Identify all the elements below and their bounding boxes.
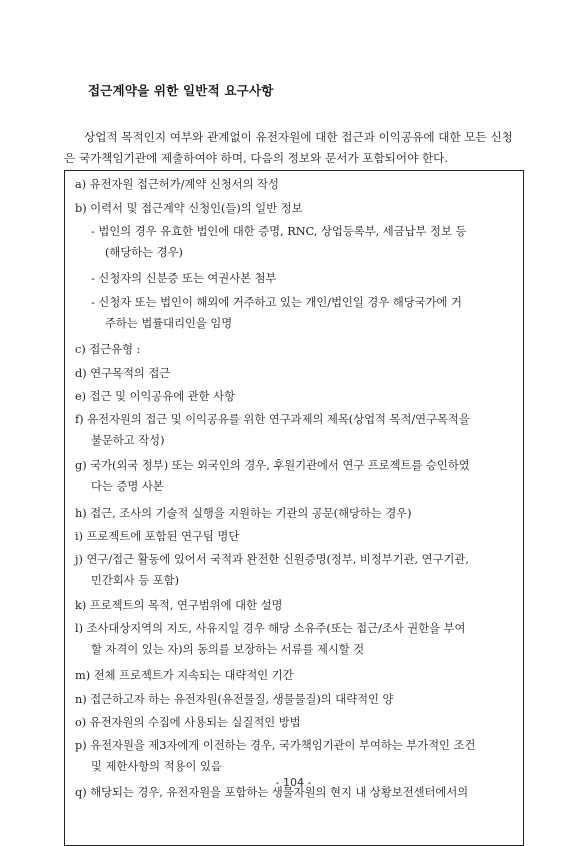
list-item-c: c) 접근유형 : bbox=[75, 343, 141, 356]
list-item-text: p) 유전자원을 제3자에게 이전하는 경우, 국가책임기관이 부여하는 부가적인 조건 bbox=[75, 739, 476, 752]
list-subitem-text: (해당하는 경우) bbox=[105, 246, 183, 259]
list-item-d: d) 연구목적의 접근 bbox=[75, 367, 171, 380]
list-item-p bbox=[75, 735, 517, 777]
list-item-text: 민간회사 등 포함) bbox=[91, 574, 179, 587]
list-item-e: e) 접근 및 이익공유에 관한 사항 bbox=[75, 390, 236, 403]
intro-line: 상업적 목적인지 여부와 관계없이 유전자원에 대한 접근과 이익공유에 대한 모든 신청 bbox=[84, 130, 513, 144]
list-subitem-b3 bbox=[91, 292, 517, 334]
page-number: - 104 - bbox=[275, 776, 312, 789]
intro-paragraph bbox=[64, 127, 526, 169]
list-item-m: m) 전체 프로젝트가 지속되는 대략적인 기간 bbox=[75, 669, 294, 682]
list-subitem-text: - 신청자 또는 법인이 해외에 거주하고 있는 개인/법인일 경우 해당국가에 거 bbox=[91, 296, 462, 309]
list-item-g bbox=[75, 455, 517, 497]
list-item-text: 및 제한사항의 적용이 있음 bbox=[91, 760, 222, 773]
list-item-text: g) 국가(외국 정부) 또는 외국인의 경우, 후원기관에서 연구 프로젝트를 승인하였 bbox=[75, 459, 470, 472]
list-subitem-b2: - 신청자의 신분증 또는 여권사본 첨부 bbox=[91, 272, 277, 285]
list-item-f bbox=[75, 409, 517, 451]
list-item-text: f) 유전자원의 접근 및 이익공유를 위한 연구과제의 제목(상업적 목적/연구목적을 bbox=[75, 413, 470, 426]
list-item-a: a) 유전자원 접근허가/계약 신청서의 작성 bbox=[75, 178, 279, 191]
list-item-i: i) 프로젝트에 포함된 연구팀 명단 bbox=[75, 530, 240, 543]
list-subitem-text: - 법인의 경우 유효한 법인에 대한 증명, RNC, 상업등록부, 세금납부 정보 등 bbox=[91, 225, 467, 238]
list-subitem-text: 주하는 법률대리인을 임명 bbox=[105, 317, 233, 330]
list-item-l bbox=[75, 618, 517, 660]
list-item-text: 할 자격이 있는 자)의 동의를 보장하는 서류를 제시할 것 bbox=[91, 643, 365, 656]
list-item-b: b) 이력서 및 접근계약 신청인(들)의 일반 정보 bbox=[75, 202, 303, 215]
list-subitem-b1 bbox=[91, 221, 517, 263]
list-item-j bbox=[75, 549, 517, 591]
list-item-o: o) 유전자원의 수집에 사용되는 실질적인 방법 bbox=[75, 716, 301, 729]
list-item-text: 불문하고 작성) bbox=[91, 434, 165, 447]
list-item-text: l) 조사대상지역의 지도, 사유지일 경우 해당 소유주(또는 접근/조사 권한을 부여 bbox=[75, 622, 466, 635]
list-item-q: q) 해당되는 경우, 유전자원을 포함하는 생물자원의 현지 내 상황보전센터에서의 bbox=[75, 786, 469, 799]
list-item-h: h) 접근, 조사의 기술적 실행을 지원하는 기관의 공문(해당하는 경우) bbox=[75, 507, 412, 520]
intro-line: 은 국가책임기관에 제출하여야 하며, 다음의 정보와 문서가 포함되어야 한다. bbox=[64, 151, 449, 165]
list-item-k: k) 프로젝트의 목적, 연구범위에 대한 설명 bbox=[75, 599, 283, 612]
list-item-text: j) 연구/접근 활동에 있어서 국적과 완전한 신원증명(정부, 비정부기관, 연구기관, bbox=[75, 553, 469, 566]
section-heading: 접근계약을 위한 일반적 요구사항 bbox=[88, 83, 274, 98]
requirements-box bbox=[64, 170, 524, 846]
list-item-text: 다는 증명 사본 bbox=[91, 480, 164, 493]
list-item-n: n) 접근하고자 하는 유전자원(유전물질, 생물물질)의 대략적인 양 bbox=[75, 693, 394, 706]
